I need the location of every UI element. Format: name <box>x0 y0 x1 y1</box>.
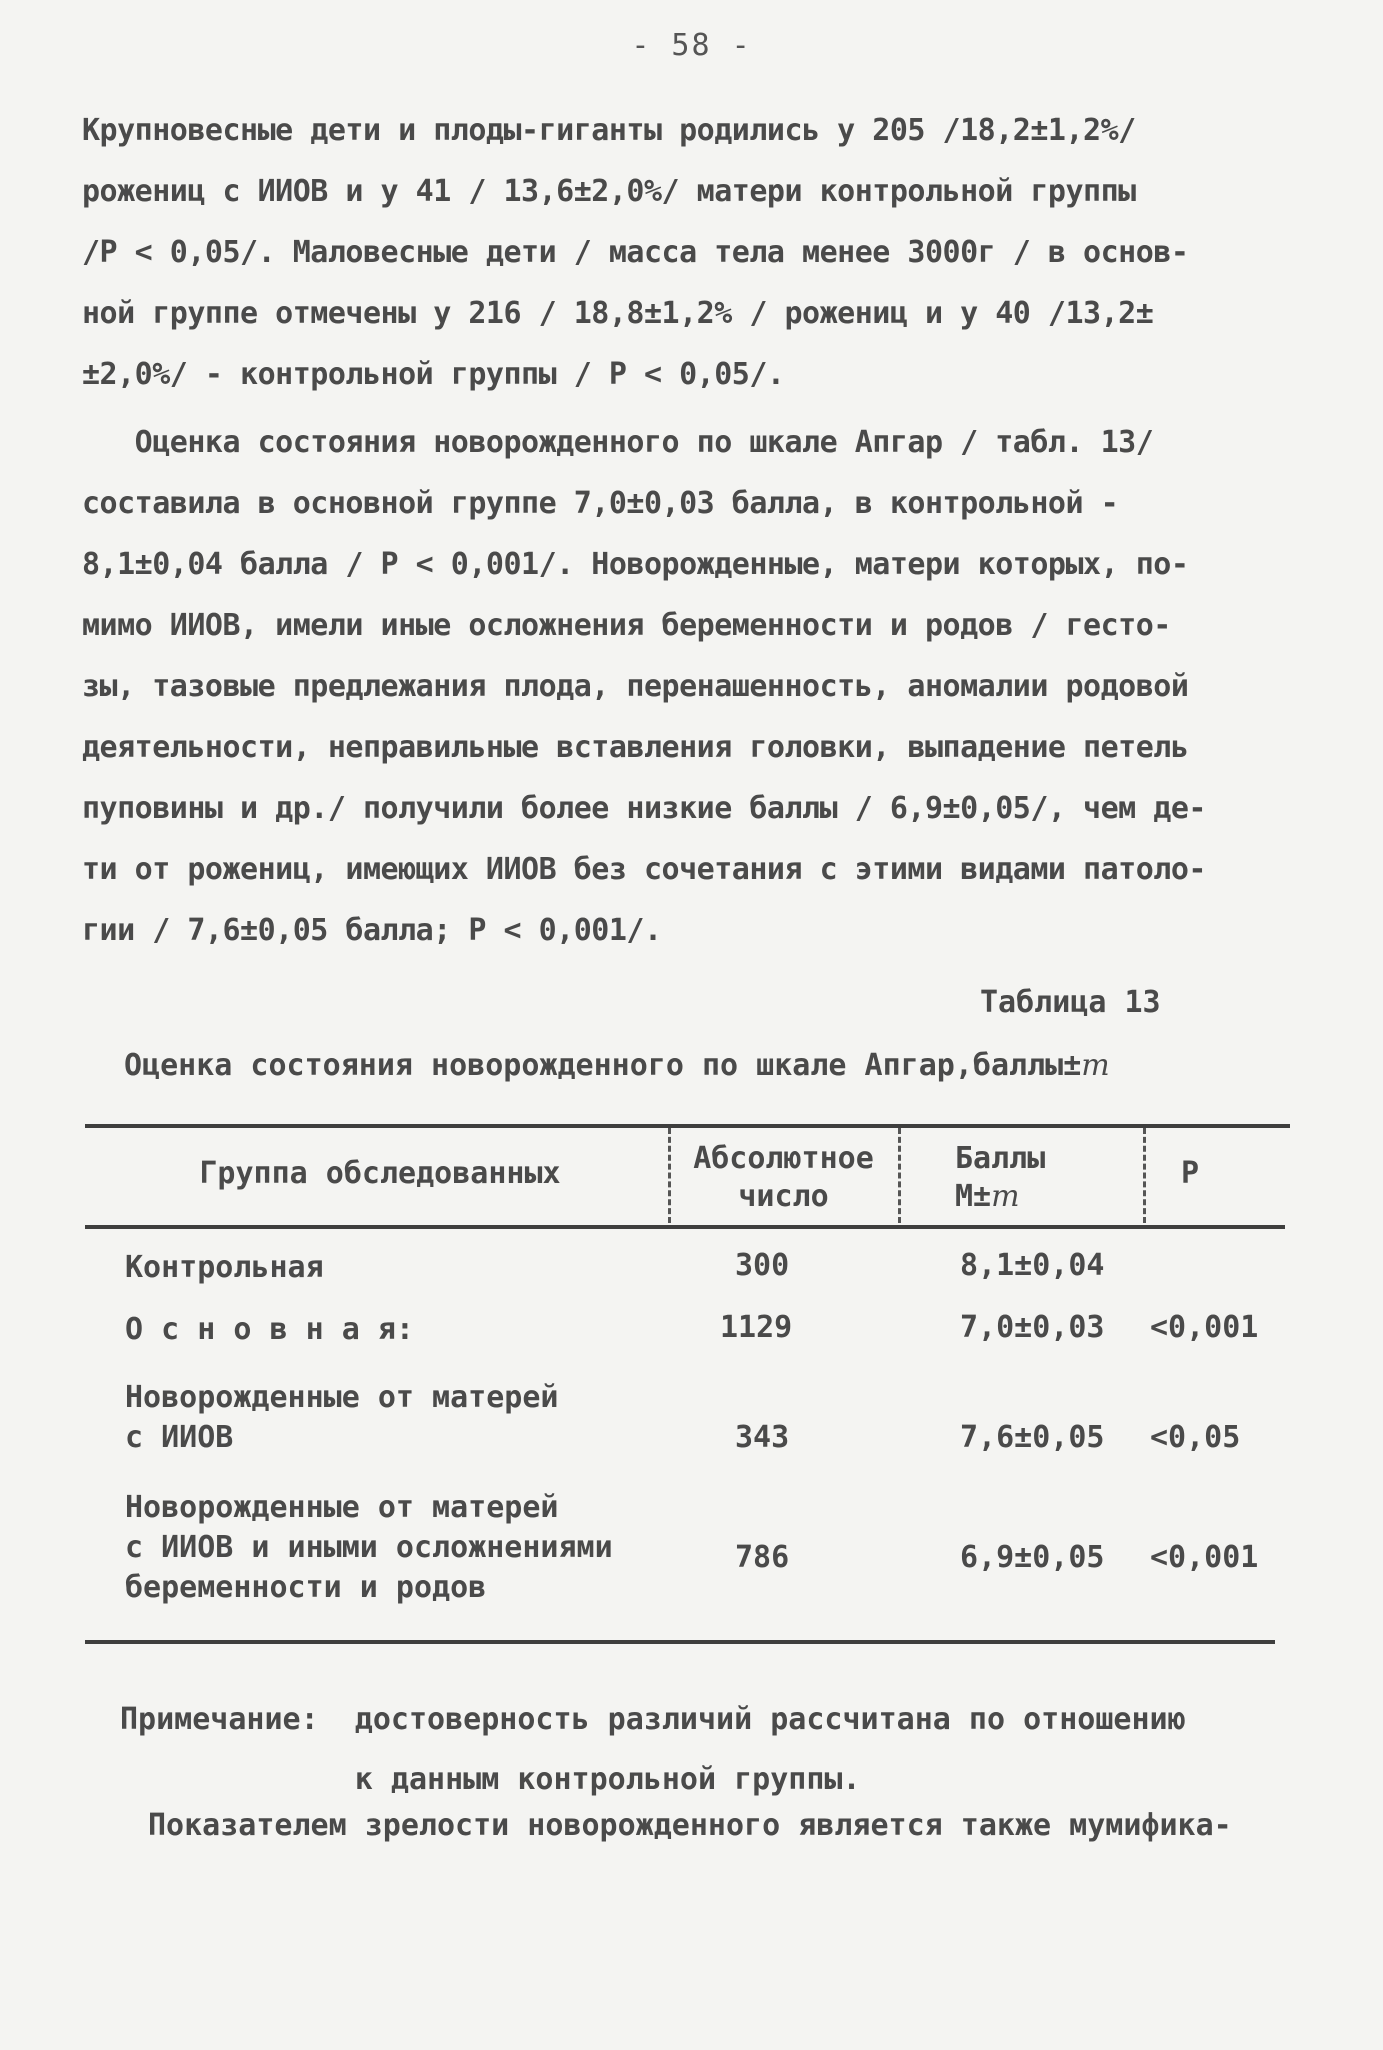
table-cell-count: 343 <box>735 1420 790 1455</box>
header-group: Группа обследованных <box>199 1156 561 1191</box>
column-separator <box>668 1128 671 1223</box>
paragraph-1: Крупновесные дети и плоды-гиганты родились у 205 /18,2±1,2%/ рожениц с ИИОВ и у 41 / 13,6±2,0%/ матери контрольной группы /P < 0,05/. Маловесные дети / масса тела менее 3000г / в основ- ной группе отмечены у 216 / 18,8±1,2% / рожениц и у 40 /13,2± ±2,0%/ - контрольной группы / P < 0,05/. <box>82 113 1189 392</box>
table-cell-score: 7,6±0,05 <box>960 1420 1105 1455</box>
column-separator <box>1143 1128 1146 1223</box>
paragraph-3: Показателем зрелости новорожденного является также мумифика- <box>148 1808 1232 1843</box>
table-row-label: О с н о в н а я: <box>125 1312 414 1347</box>
column-separator <box>898 1128 901 1223</box>
paragraph-2: Оценка состояния новорожденного по шкале Апгар / табл. 13/ составила в основной группе 7,0±0,03 балла, в контрольной - 8,1±0,04 балла / P < 0,001/. Новорожденные, матери которых, по- мимо ИИОВ, имели иные осложнения беременности и родов / гесто- зы, тазовые предлежания плода, перенашенность, аномалии родовой деятельности, неправильные вставления головки, выпадение петель пуповины и др./ получили более низкие баллы / 6,9±0,05/, чем де- ти от рожениц, имеющих ИИОВ без сочетания с этими видами патоло- гии / 7,6±0,05 балла; P < 0,001/. <box>82 425 1206 948</box>
table-cell-p: <0,001 <box>1150 1310 1259 1345</box>
table-cell-score: 7,0±0,03 <box>960 1310 1105 1345</box>
page-number: - 58 - <box>631 28 752 63</box>
header-score: Баллы M±m <box>955 1141 1046 1214</box>
table-row-label: Новорожденные от матерей с ИИОВ и иными осложнениями беременности и родов <box>125 1490 613 1605</box>
table-cell-count: 1129 <box>720 1310 793 1345</box>
table-cell-score: 6,9±0,05 <box>960 1540 1105 1575</box>
table-cell-p: <0,001 <box>1150 1540 1259 1575</box>
table-title: Оценка состояния новорожденного по шкале Апгар,баллы±m <box>124 1048 1110 1083</box>
table-cell-score: 8,1±0,04 <box>960 1248 1105 1283</box>
header-p: P <box>1180 1156 1200 1191</box>
table-rule-top <box>85 1124 1290 1128</box>
table-cell-p: <0,05 <box>1150 1420 1241 1455</box>
table-caption: Таблица 13 <box>980 985 1161 1020</box>
header-score-symbol: m <box>991 1179 1020 1214</box>
table-cell-count: 300 <box>735 1248 790 1283</box>
table-title-symbol: m <box>1081 1048 1110 1083</box>
table-cell-count: 786 <box>735 1540 790 1575</box>
table-row-label: Новорожденные от матерей с ИИОВ <box>125 1380 559 1455</box>
header-count: Абсолютное число <box>693 1141 874 1214</box>
table-rule-bottom <box>85 1640 1275 1644</box>
table-note: Примечание: достоверность различий рассчитана по отношению к данным контрольной группы. <box>120 1702 1186 1797</box>
table-row-label: Контрольная <box>125 1250 324 1285</box>
table-rule-header <box>85 1225 1285 1229</box>
